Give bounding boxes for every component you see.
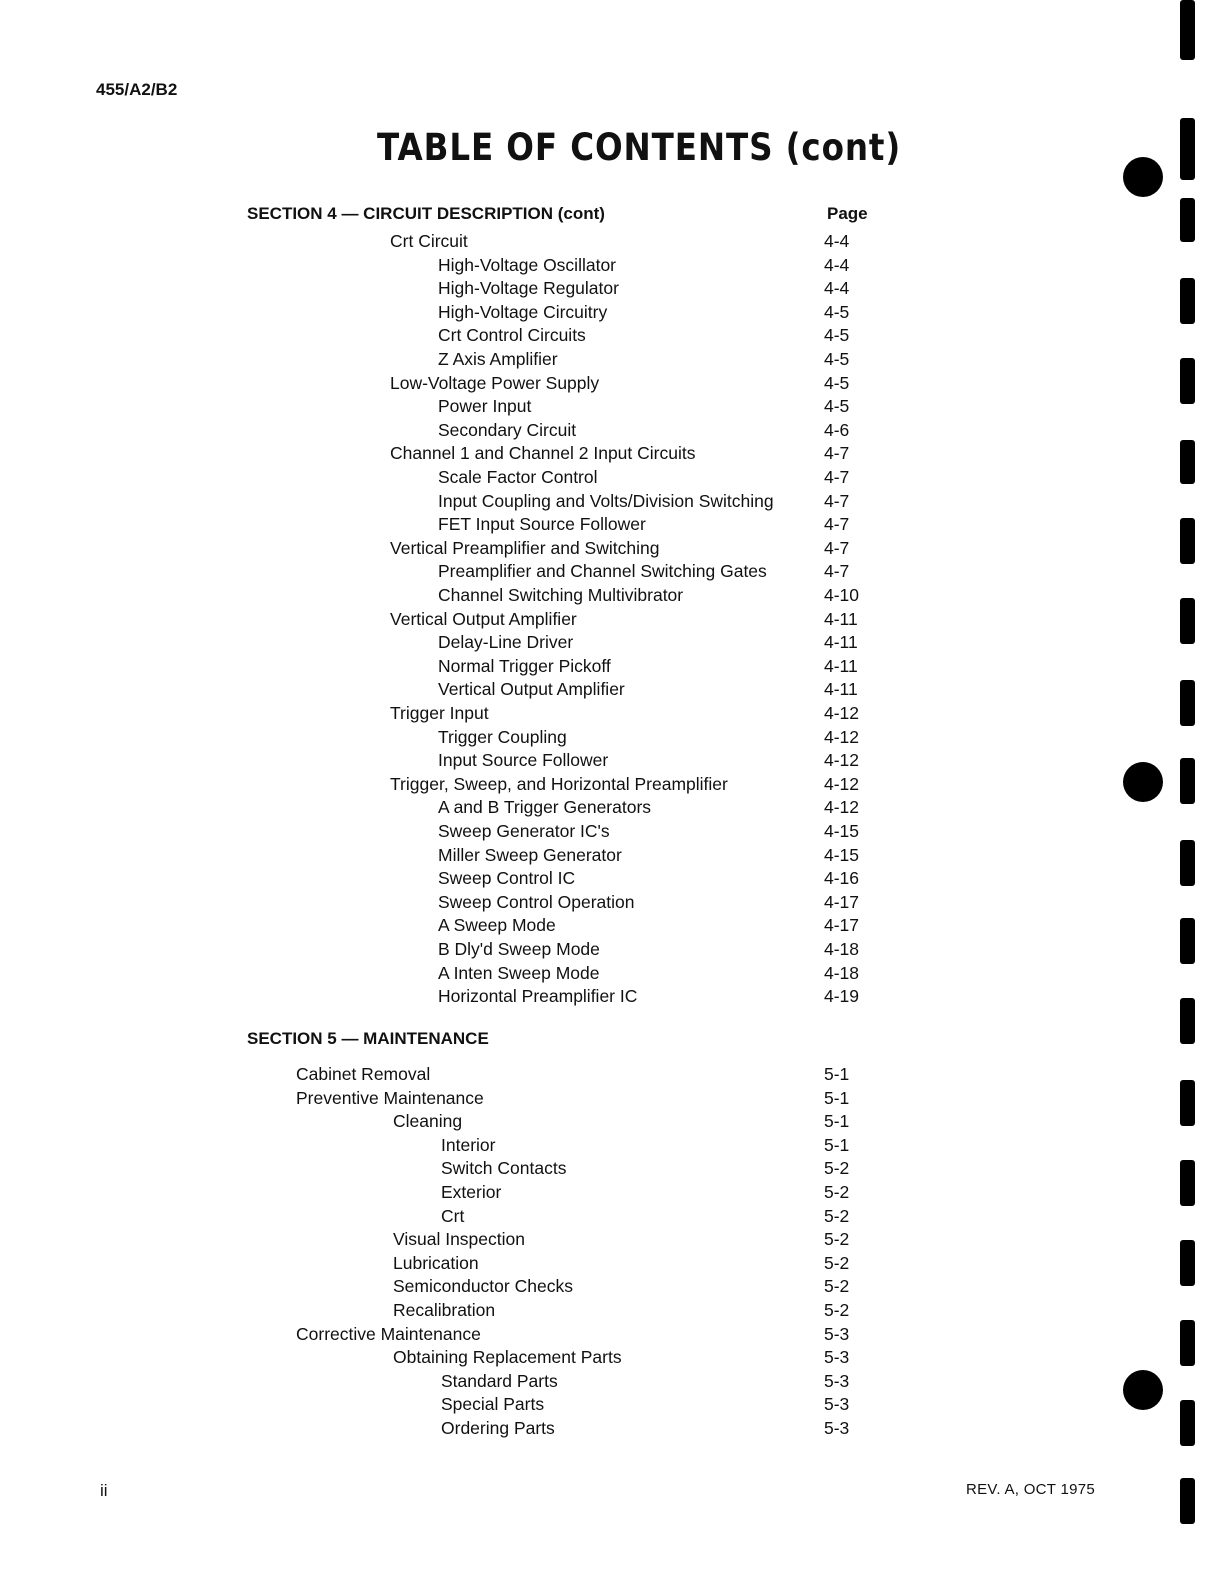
toc-entry-page: 5-1 [824,1064,850,1084]
toc-entry [0,1111,1229,1135]
toc-entry [0,821,1229,845]
toc-entry [0,302,1229,326]
toc-entry [0,750,1229,774]
toc-entry-page: 5-2 [824,1158,850,1179]
toc-entry [0,892,1229,916]
toc-entry-page: 4-16 [824,868,860,889]
toc-entry-label: Vertical Preamplifier and Switching [390,537,660,558]
toc-entry [0,656,1229,680]
binder-bar [1180,1080,1195,1126]
toc-entry-page: 4-5 [824,325,850,346]
toc-entry-page: 5-2 [824,1252,850,1273]
toc-entry-label: Visual Inspection [393,1229,525,1250]
binder-bar [1180,198,1195,242]
toc-entry-page: 5-3 [824,1418,850,1438]
section-4-heading: SECTION 4 — CIRCUIT DESCRIPTION (cont) [247,204,605,223]
toc-entry [0,514,1229,538]
toc-entry-page: 4-15 [824,821,860,841]
toc-entry-label: High-Voltage Oscillator [438,254,616,275]
toc-entry [0,396,1229,420]
toc-entry [0,1371,1229,1395]
toc-entry [0,538,1229,562]
toc-entry-page: 5-1 [824,1087,850,1108]
toc-entry-label: Ordering Parts [441,1418,555,1438]
toc-entry-page: 5-2 [824,1300,850,1320]
toc-entry [0,1253,1229,1277]
toc-entry [0,1158,1229,1182]
binder-bar [1180,840,1195,886]
toc-entry-label: Miller Sweep Generator [438,844,622,865]
toc-entry-page: 4-12 [824,750,860,771]
binder-bar [1180,278,1195,324]
toc-entry-label: Z Axis Amplifier [438,349,558,369]
page-number: ii [100,1481,108,1500]
toc-entry-page: 4-18 [824,962,860,983]
toc-entry-page: 4-12 [824,726,860,747]
binder-bar [1180,1400,1195,1446]
toc-entry-label: Sweep Generator IC's [438,821,610,841]
binder-hole-dot [1123,1370,1163,1410]
toc-entry-page: 4-4 [824,231,850,251]
binder-bar [1180,118,1195,180]
toc-entry-label: Low-Voltage Power Supply [390,372,600,393]
toc-entry [0,727,1229,751]
toc-entry-page: 4-11 [824,679,858,700]
toc-entry [0,1088,1229,1112]
toc-entry-page: 4-11 [824,632,858,653]
toc-entry-page: 5-1 [824,1134,850,1155]
toc-entry-label: Trigger Coupling [438,726,567,747]
toc-entry [0,231,1229,255]
toc-entry-label: A Inten Sweep Mode [438,962,600,983]
toc-entry [0,467,1229,491]
toc-entry [0,1206,1229,1230]
toc-entry [0,939,1229,963]
toc-entry-label: Sweep Control Operation [438,891,635,912]
toc-entry-label: Preamplifier and Channel Switching Gates [438,561,767,582]
toc-entry [0,1135,1229,1159]
toc-entry-page: 4-19 [824,986,860,1007]
toc-entry-page: 4-7 [824,490,850,511]
toc-entry-label: Sweep Control IC [438,868,576,889]
toc-entry-label: Channel 1 and Channel 2 Input Circuits [390,443,696,464]
toc-entry-label: Recalibration [393,1300,496,1320]
binder-bar [1180,1320,1195,1366]
toc-entry-label: FET Input Source Follower [438,514,646,535]
toc-entry-label: Vertical Output Amplifier [390,608,577,629]
revision-note: REV. A, OCT 1975 [966,1481,1096,1498]
toc-entry [0,1347,1229,1371]
section-5-heading: SECTION 5 — MAINTENANCE [247,1029,489,1048]
binder-bar [1180,998,1195,1044]
toc-entry-label: Lubrication [393,1252,479,1273]
toc-entry-page: 5-2 [824,1205,850,1226]
toc-entry [0,868,1229,892]
toc-entry-page: 5-3 [824,1323,850,1344]
toc-entry-label: Secondary Circuit [438,419,577,440]
toc-entry-page: 4-7 [824,561,850,582]
toc-entry-label: Scale Factor Control [438,467,598,487]
toc-entry-label: Channel Switching Multivibrator [438,585,684,605]
toc-entry-page: 4-17 [824,915,860,936]
binder-bar [1180,758,1195,804]
toc-entry-label: Input Source Follower [438,750,609,771]
toc-entry-label: Power Input [438,396,532,417]
toc-entry [0,420,1229,444]
binder-hole-dot [1123,157,1163,197]
toc-entry-page: 4-7 [824,443,850,464]
toc-entry-label: Crt Circuit [390,231,468,251]
toc-entry-label: Cabinet Removal [296,1064,431,1084]
toc-entry [0,1300,1229,1324]
toc-entry-page: 5-2 [824,1276,850,1297]
toc-entry-label: Corrective Maintenance [296,1323,481,1344]
binder-bar [1180,358,1195,404]
toc-entry-label: Input Coupling and Volts/Division Switching [438,490,774,511]
toc-entry [0,349,1229,373]
toc-entry [0,1418,1229,1442]
toc-entry [0,255,1229,279]
toc-entry-page: 4-6 [824,419,850,440]
toc-entry-label: Crt [441,1205,465,1226]
toc-entry-label: Trigger, Sweep, and Horizontal Preamplifier [390,773,728,794]
toc-entry [0,1276,1229,1300]
toc-entry-page: 4-10 [824,585,860,605]
binder-bar [1180,440,1195,484]
toc-entry [0,986,1229,1010]
toc-entry-page: 4-7 [824,537,850,558]
toc-entry-label: High-Voltage Circuitry [438,301,608,322]
toc-entry-label: Switch Contacts [441,1158,567,1179]
toc-entry-page: 4-5 [824,396,850,417]
toc-entry-page: 5-3 [824,1394,850,1415]
toc-entry-label: Horizontal Preamplifier IC [438,986,638,1007]
toc-entry-page: 4-7 [824,467,850,487]
toc-entry [0,443,1229,467]
toc-entry [0,679,1229,703]
toc-entry-label: Exterior [441,1182,502,1202]
toc-entry-label: Interior [441,1134,496,1155]
toc-entry-label: A Sweep Mode [438,915,556,936]
toc-entry-page: 5-3 [824,1370,850,1391]
page-title: TABLE OF CONTENTS (cont) [377,126,902,169]
binder-bar [1180,0,1195,60]
toc-entry-page: 5-2 [824,1182,850,1202]
toc-entry [0,1229,1229,1253]
page-column-heading: Page [827,204,868,223]
toc-entry-page: 4-18 [824,939,860,959]
toc-entry-page: 5-2 [824,1229,850,1250]
toc-entry-page: 4-11 [824,608,858,629]
toc-entry-label: Obtaining Replacement Parts [393,1347,622,1368]
binder-bar [1180,1478,1195,1524]
toc-entry-label: Vertical Output Amplifier [438,679,625,700]
toc-entry-page: 4-11 [824,655,858,676]
toc-entry-page: 4-12 [824,703,860,723]
toc-entry-page: 4-12 [824,773,860,794]
toc-entry-label: Normal Trigger Pickoff [438,655,611,676]
binder-bar [1180,918,1195,964]
toc-entry-label: Semiconductor Checks [393,1276,573,1297]
toc-entry-page: 4-4 [824,254,850,275]
toc-entry [0,1182,1229,1206]
toc-entry [0,797,1229,821]
toc-entry-label: Delay-Line Driver [438,632,574,653]
toc-entry-label: High-Voltage Regulator [438,278,619,299]
toc-entry-label: Standard Parts [441,1370,558,1391]
toc-entry-page: 5-3 [824,1347,850,1368]
toc-entry-page: 4-7 [824,514,850,535]
toc-entry [0,585,1229,609]
toc-entry [0,561,1229,585]
toc-entry-page: 4-17 [824,891,860,912]
binder-bar [1180,1240,1195,1286]
toc-entry-label: Special Parts [441,1394,545,1415]
toc-entry [0,845,1229,869]
toc-entry [0,1064,1229,1088]
toc-entry [0,774,1229,798]
toc-entry-label: Preventive Maintenance [296,1087,484,1108]
toc-entry-page: 4-15 [824,844,860,865]
toc-entry-label: B Dly'd Sweep Mode [438,939,600,959]
binder-bar [1180,518,1195,564]
binder-bar [1180,598,1195,644]
toc-entry-page: 4-5 [824,349,850,369]
toc-entry-page: 4-12 [824,797,860,818]
toc-entry [0,632,1229,656]
toc-entry-label: Cleaning [393,1111,463,1132]
toc-entry [0,278,1229,302]
binder-bar [1180,680,1195,726]
document-id: 455/A2/B2 [96,80,178,99]
toc-entry [0,491,1229,515]
toc-entry-label: Crt Control Circuits [438,325,586,346]
toc-entry [0,963,1229,987]
toc-entry [0,325,1229,349]
binder-hole-dot [1123,762,1163,802]
toc-entry [0,915,1229,939]
toc-entry-page: 4-5 [824,301,850,322]
toc-entry-page: 5-1 [824,1111,850,1132]
toc-entry-label: Trigger Input [390,703,489,723]
toc-entry [0,703,1229,727]
toc-entry [0,609,1229,633]
toc-entry [0,1324,1229,1348]
toc-entry-page: 4-5 [824,372,850,393]
binder-bar [1180,1160,1195,1206]
toc-entry [0,1394,1229,1418]
toc-entry-page: 4-4 [824,278,850,299]
toc-entry-label: A and B Trigger Generators [438,797,652,818]
toc-entry [0,373,1229,397]
